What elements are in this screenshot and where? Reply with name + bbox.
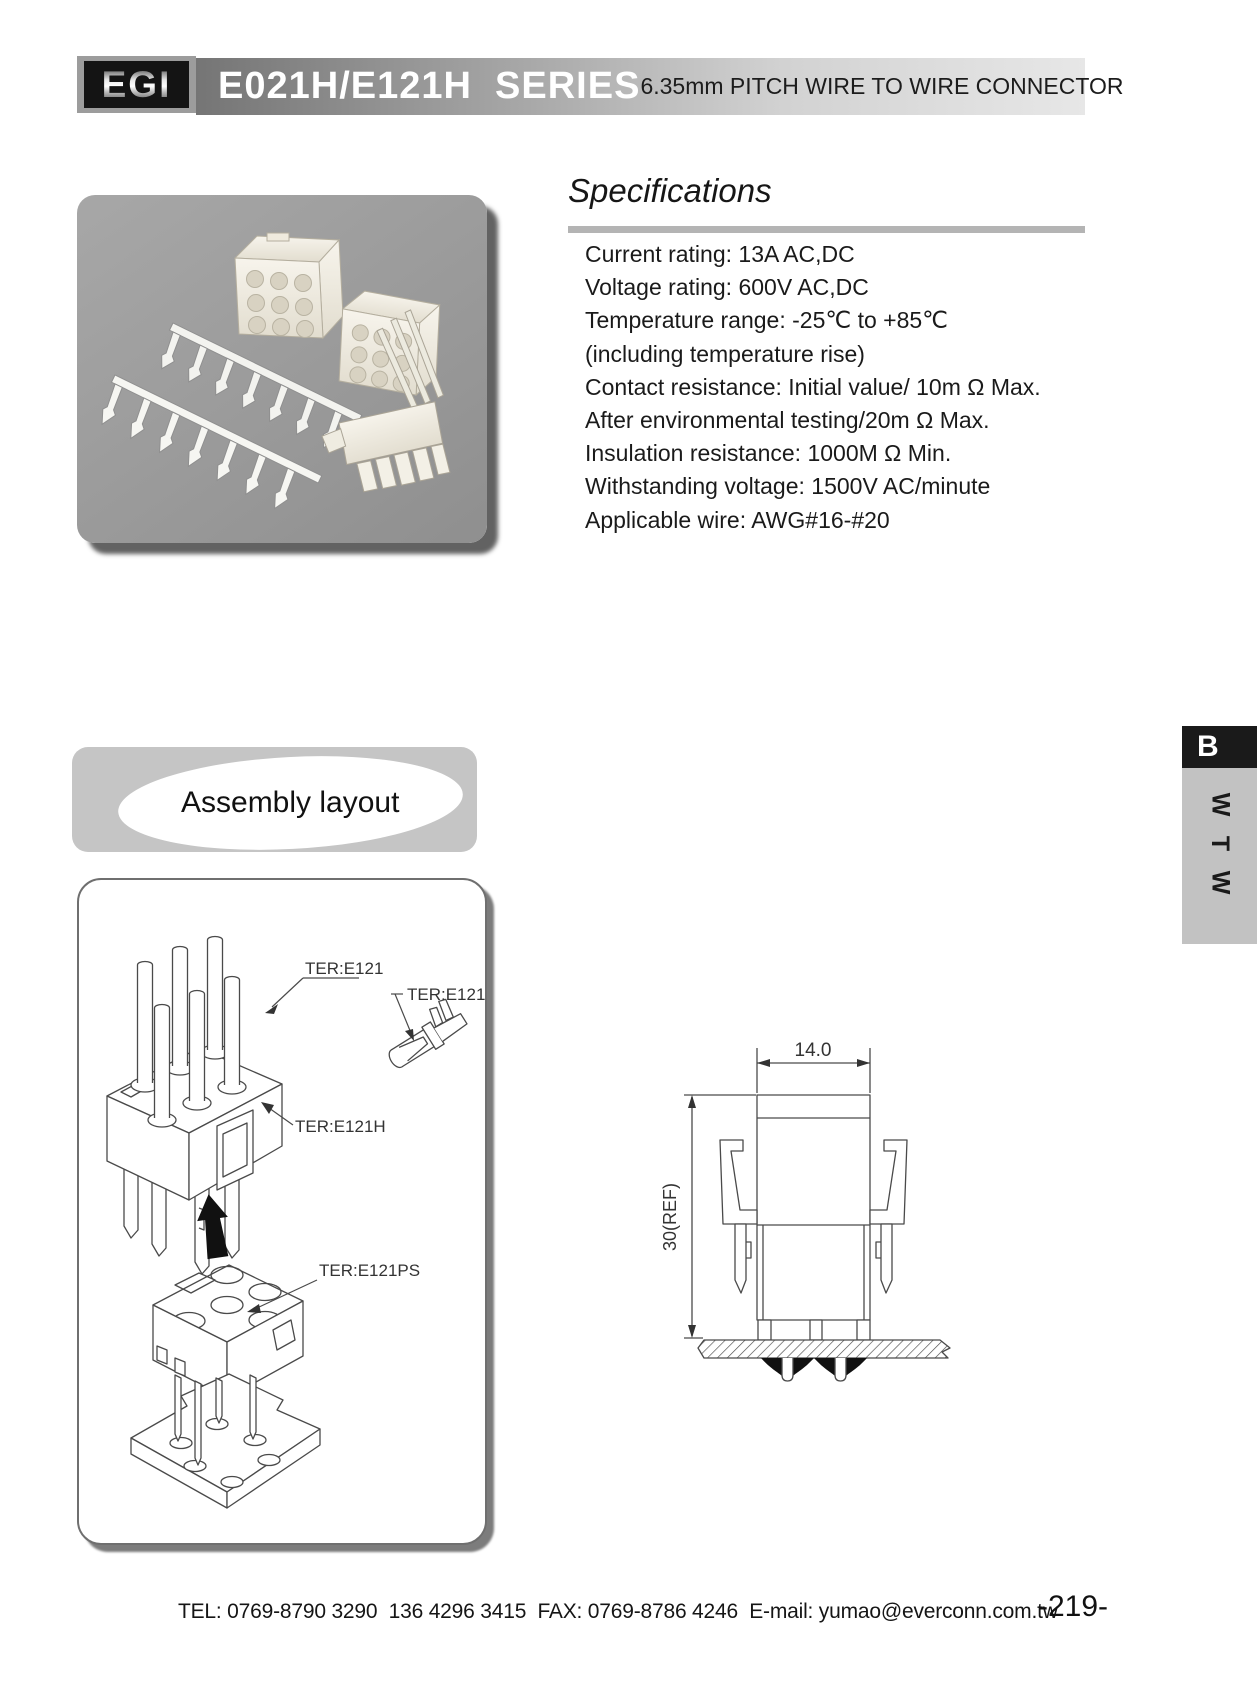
spec-line: (including temperature rise): [585, 340, 865, 367]
side-tab-letter: T: [1206, 835, 1234, 852]
spec-line: Temperature range: -25℃ to +85℃: [585, 307, 948, 334]
label-ter-e121-loose: TER:E121: [407, 985, 486, 1004]
side-tab-section: [1182, 726, 1257, 768]
side-tab-category: [1182, 768, 1257, 944]
brand-logo-plate: [84, 61, 189, 108]
footer-contact: TEL: 0769-8790 3290 136 4296 3415 FAX: 0769-8786 4246 E-mail: yumao@everconn.com.tw: [178, 1600, 1058, 1623]
dim-width: [757, 1040, 870, 1093]
side-tab-letter: W: [1205, 870, 1234, 895]
brand-logo: [77, 56, 196, 113]
spec-line: After environmental testing/20m Ω Max.: [585, 407, 990, 434]
assembly-panel: [77, 878, 487, 1545]
spec-line: Applicable wire: AWG#16-#20: [585, 506, 890, 533]
assembly-diagram: [77, 878, 487, 1545]
loose-terminal-drawing: [378, 995, 470, 1073]
product-photo: [77, 195, 487, 543]
series-title: E021H/E121H SERIES: [218, 65, 641, 107]
side-tab-letter: W: [1205, 792, 1234, 817]
header-bar: [196, 58, 1124, 115]
product-photo-illustration: [77, 195, 487, 543]
plug-drawing: [107, 937, 282, 1275]
photo-housing-a: [235, 233, 343, 338]
label-ter-e121h: TER:E121H: [295, 1117, 386, 1136]
solder-pins: [761, 1358, 867, 1381]
spec-line: Voltage rating: 600V AC,DC: [585, 274, 869, 301]
page-subtitle: 6.35mm PITCH WIRE TO WIRE CONNECTOR: [640, 73, 1124, 99]
spec-line: Contact resistance: Initial value/ 10m Ω Max.: [585, 373, 1041, 400]
specs-list: [585, 238, 1105, 537]
pcb-drawing: [131, 1374, 320, 1508]
pcb-cross-section: [698, 1340, 950, 1358]
specs-rule: [568, 226, 1085, 233]
dimension-drawing: [620, 940, 1040, 1410]
label-ter-e121-plug: TER:E121: [305, 959, 384, 978]
assembly-banner-ellipse: [116, 748, 465, 852]
side-tab-section-label: B: [1197, 730, 1219, 763]
footer-page-number: -219-: [1038, 1590, 1109, 1623]
photo-terminal-strip-2: [93, 375, 322, 521]
brand-logo-text: EGI: [101, 64, 172, 105]
spec-line: Current rating: 13A AC,DC: [585, 241, 855, 267]
spec-line: Withstanding voltage: 1500V AC/minute: [585, 473, 991, 500]
spec-line: Insulation resistance: 1000M Ω Min.: [585, 440, 952, 467]
label-ter-e121ps: TER:E121PS: [319, 1261, 421, 1280]
dim-width-label: 14.0: [794, 1040, 832, 1061]
connector-side-view: [720, 1095, 907, 1340]
assembly-banner-label: Assembly layout: [181, 786, 400, 819]
dim-height-label: 30(REF): [660, 1182, 680, 1252]
specs-heading: Specifications: [568, 172, 772, 209]
assembly-banner: [72, 747, 477, 852]
